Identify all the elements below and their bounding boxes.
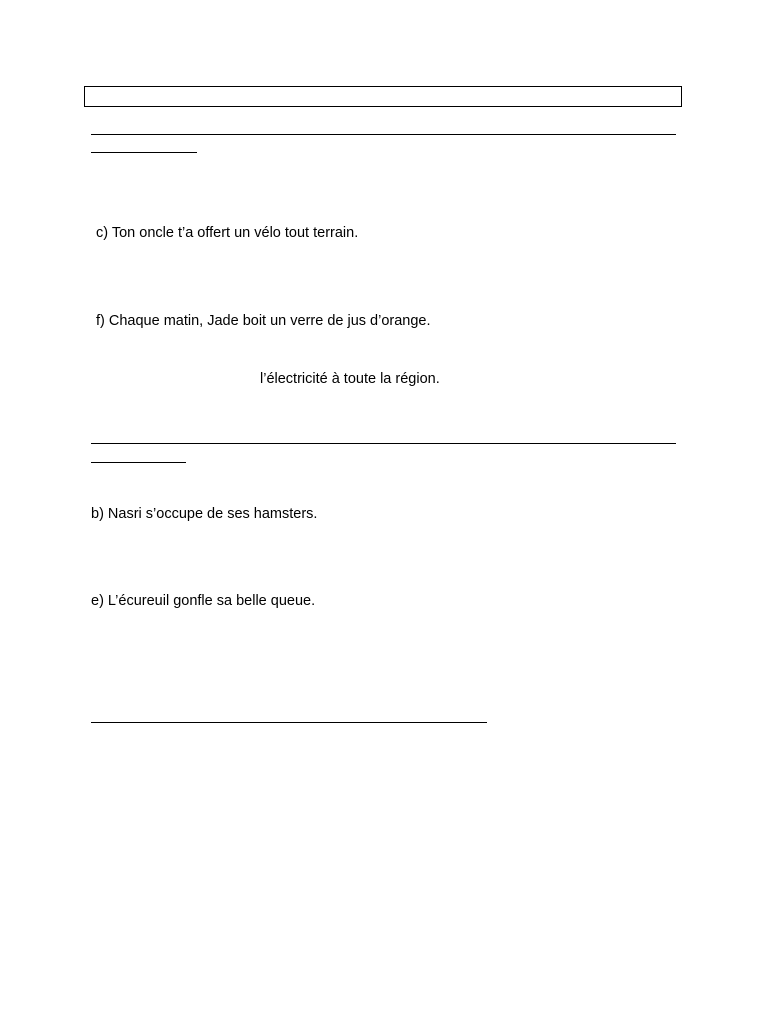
answer-line	[91, 722, 487, 723]
answer-line	[91, 443, 676, 444]
sentence-f: f) Chaque matin, Jade boit un verre de jus d’orange.	[96, 313, 431, 329]
sentence-e: e) L’écureuil gonfle sa belle queue.	[91, 593, 316, 609]
sentence-partial: l’électricité à toute la région.	[260, 371, 440, 387]
answer-line	[91, 462, 186, 463]
answer-line	[91, 152, 197, 153]
title-box	[84, 86, 682, 107]
sentence-c: c) Ton oncle t’a offert un vélo tout terrain.	[96, 225, 359, 241]
answer-line	[91, 134, 676, 135]
sentence-b: b) Nasri s’occupe de ses hamsters.	[91, 506, 318, 522]
